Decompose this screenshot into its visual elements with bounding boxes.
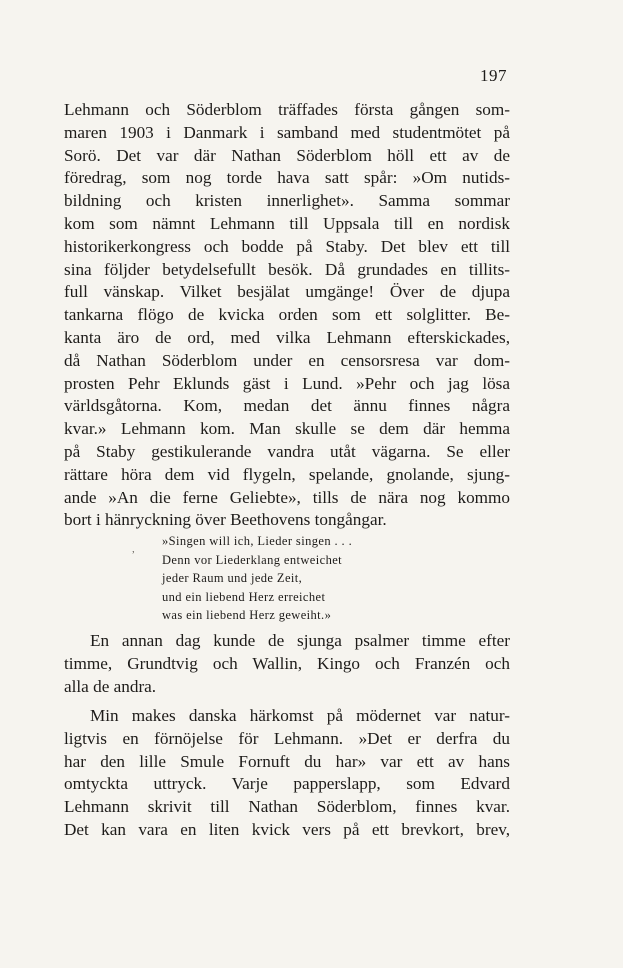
page-number: 197: [480, 66, 507, 85]
text-line: En annan dag kunde de sjunga psalmer timme efter: [90, 631, 510, 650]
poem-line: was ein liebend Herz geweiht.»: [162, 608, 332, 623]
poem-line: und ein liebend Herz erreichet: [162, 589, 326, 604]
text-line: omtyckta uttryck. Varje papperslapp, som Edvard: [64, 774, 510, 794]
text-line: bildning och kristen innerlighet». Samma sommar: [64, 191, 510, 211]
text-line: full vänskap. Vilket besjälat umgänge! Över de djupa: [64, 282, 510, 302]
text-line: alla de andra.: [64, 676, 157, 696]
text-line: historikerkongress och bodde på Staby. Det blev ett till: [64, 236, 510, 256]
paragraph-2: [64, 630, 510, 698]
text-line: sina följder betydelsefullt besök. Då grundades en tillits-: [64, 259, 510, 279]
text-line: föredrag, som nog torde hava satt spår: »Om nutids-: [64, 168, 510, 188]
poem-line: Denn vor Liederklang entweichet: [162, 552, 343, 567]
text-line: Min makes danska härkomst på mödernet var natur-: [90, 706, 510, 725]
text-line: världsgåtorna. Kom, medan det ännu finnes några: [64, 396, 510, 416]
text-line: prosten Pehr Eklunds gäst i Lund. »Pehr och jag lösa: [64, 373, 510, 393]
text-line: har den lille Smule Fornuft du har» var ett av hans: [64, 751, 510, 771]
poem-line: »Singen will ich, Lieder singen . . .: [162, 534, 353, 548]
text-line: kvar.» Lehmann kom. Man skulle se dem där hemma: [64, 419, 510, 439]
text-line: på Staby gestikulerande vandra utåt vägarna. Se eller: [64, 441, 510, 461]
text-line: maren 1903 i Danmark i samband med studentmötet på: [64, 122, 510, 142]
text-line: rättare höra dem vid flygeln, spelande, gnolande, sjung-: [64, 464, 510, 484]
text-line: kanta äro de ord, med vilka Lehmann efterskickades,: [64, 327, 510, 347]
text-line: Det kan vara en liten kvick vers på ett brevkort, brev,: [64, 819, 510, 839]
poem-quote: [162, 532, 352, 625]
text-line: tankarna flögo de kvicka orden som ett solglitter. Be-: [64, 305, 510, 325]
text-line: ande »An die ferne Geliebte», tills de nära nog kommo: [64, 487, 510, 507]
text-line: då Nathan Söderblom under en censorsresa var dom-: [64, 350, 510, 370]
text-line: Lehmann och Söderblom träffades första gången som-: [64, 100, 510, 119]
text-line: Sorö. Det var där Nathan Söderblom höll ett av de: [64, 145, 510, 165]
text-line: ligtvis en förnöjelse för Lehmann. »Det er derfra du: [64, 728, 510, 748]
poem-line: jeder Raum und jede Zeit,: [162, 571, 303, 586]
paragraph-3: [64, 705, 510, 842]
text-line: Lehmann skrivit till Nathan Söderblom, finnes kvar.: [64, 797, 510, 817]
text-line: bort i hänryckning över Beethovens tongångar.: [64, 510, 387, 530]
paragraph-1: [64, 99, 510, 532]
margin-mark: ,: [132, 543, 135, 555]
text-line: kom som nämnt Lehmann till Uppsala till en nordisk: [64, 213, 510, 233]
text-line: timme, Grundtvig och Wallin, Kingo och Franzén och: [64, 653, 510, 673]
